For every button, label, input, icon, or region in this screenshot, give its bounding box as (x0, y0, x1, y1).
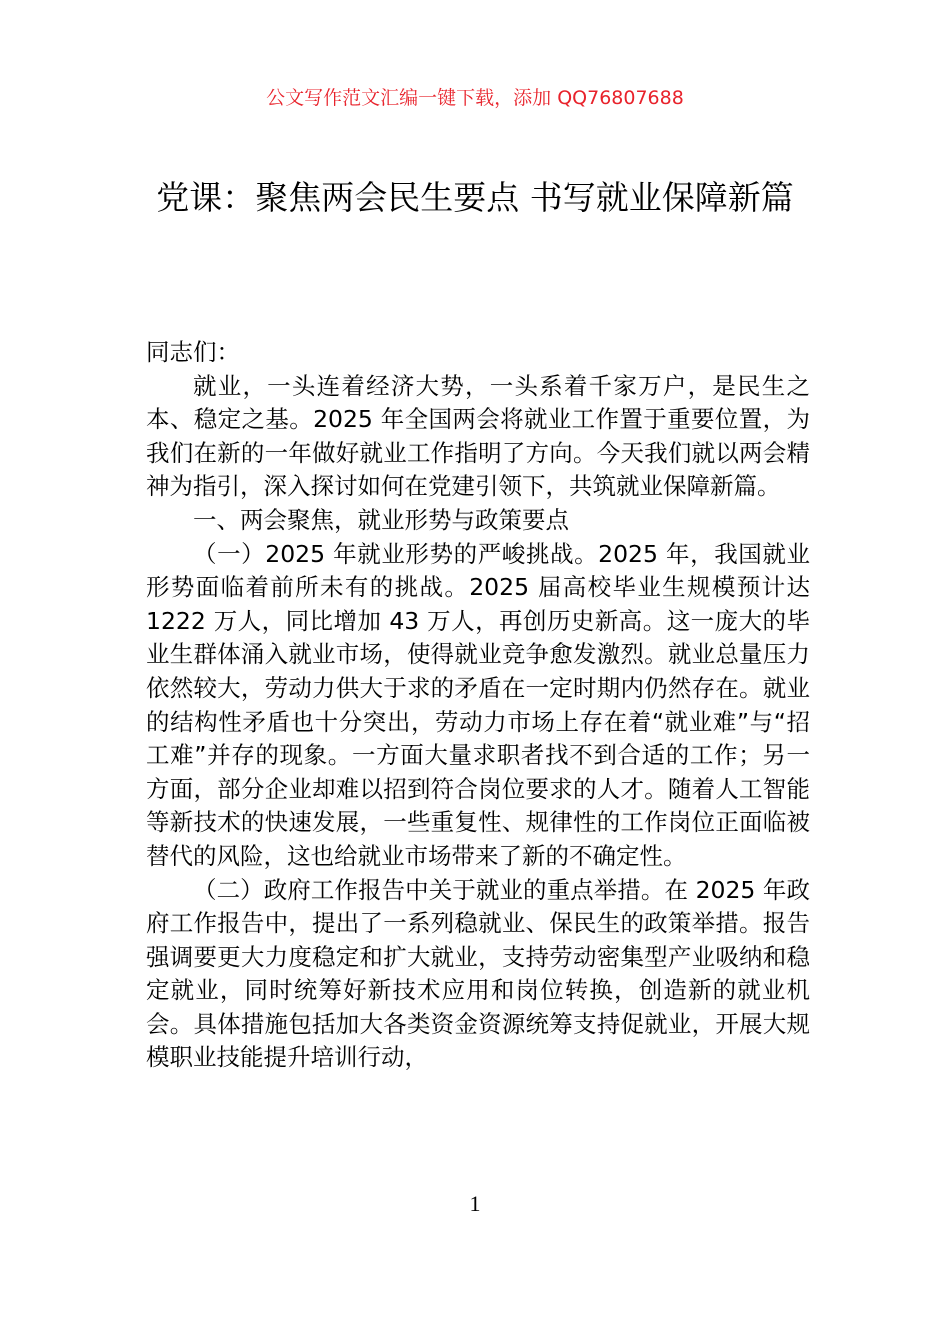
page-number: 1 (469, 1191, 481, 1216)
paragraph-intro: 就业，一头连着经济大势，一头系着千家万户，是民生之本、稳定之基。2025 年全国两会将就业工作置于重要位置，为我们在新的一年做好就业工作指明了方向。今天我们就以两会精神为指引，深入探讨如何在党建引领下，共筑就业保障新篇。 (146, 371, 810, 501)
paragraph-government-measures: （二）政府工作报告中关于就业的重点举措。在 2025 年政府工作报告中，提出了一系列稳就业、保民生的政策举措。报告强调要更大力度稳定和扩大就业，支持劳动密集型产业吸纳和稳定就业，同时统筹好新技术应用和岗位转换，创造新的就业机会。具体措施包括加大各类资金资源统筹支持促就业，开展大规模职业技能提升培训行动， (146, 875, 810, 1072)
section-heading-1: 一、两会聚焦，就业形势与政策要点 (193, 505, 569, 534)
salutation: 同志们： (146, 338, 240, 366)
watermark-header: 公文写作范文汇编一键下载，添加 QQ76807688 (266, 87, 684, 109)
document-body (146, 336, 810, 1075)
paragraph-employment-situation: （一）2025 年就业形势的严峻挑战。2025 年，我国就业形势面临着前所未有的挑战。2025 届高校毕业生规模预计达 1222 万人，同比增加 43 万人，再创历史新高。这一庞大的毕业生群体涌入就业市场，使得就业竞争愈发激烈。就业总量压力依然较大，劳动力供大于求的矛盾在一定时期内仍然存在。就业的结构性矛盾也十分突出，劳动力市场上存在着“就业难”与“招工难”并存的现象。一方面大量求职者找不到合适的工作；另一方面，部分企业却难以招到符合岗位要求的人才。随着人工智能等新技术的快速发展，一些重复性、规律性的工作岗位正面临被替代的风险，这也给就业市场带来了新的不确定性。 (146, 539, 810, 870)
document-title: 党课：聚焦两会民生要点 书写就业保障新篇 (156, 178, 794, 217)
